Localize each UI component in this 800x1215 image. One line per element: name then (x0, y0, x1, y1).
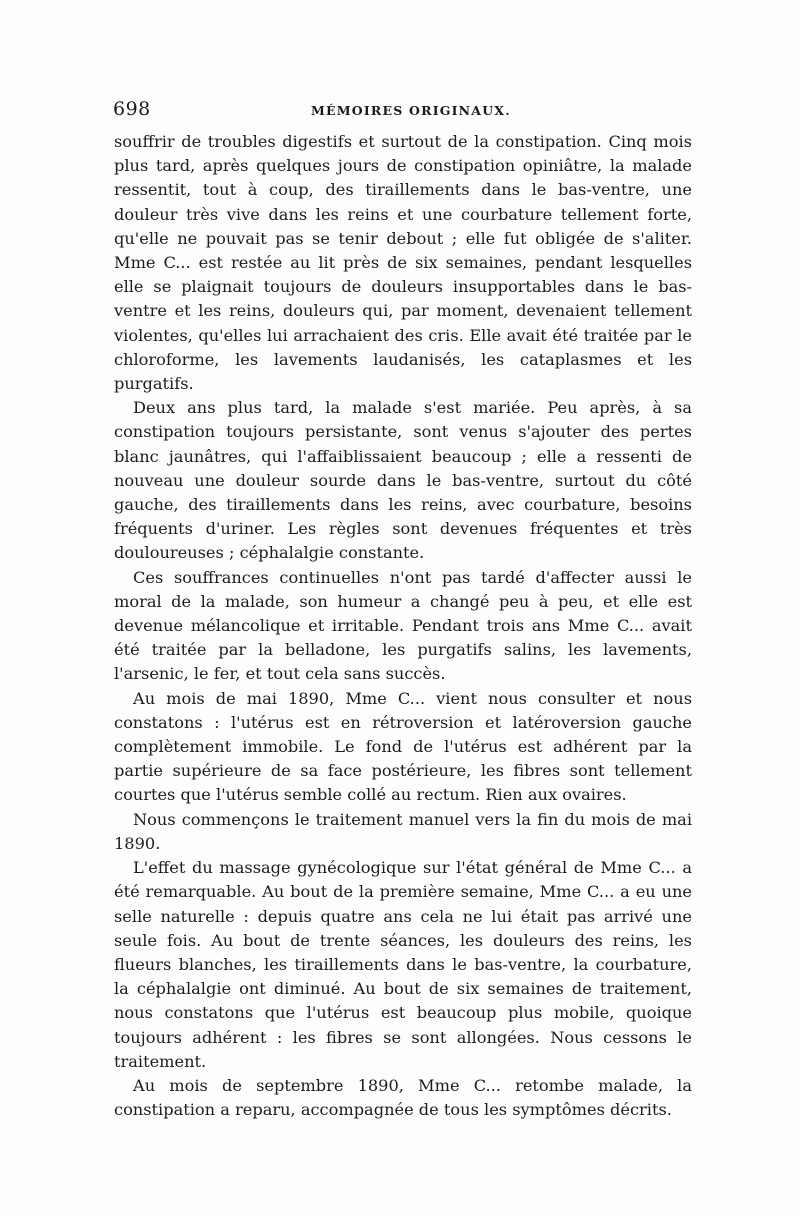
paragraph: L'effet du massage gynécologique sur l'état général de Mme C... a été remarquable. Au bout de la première semaine, Mme C... a eu une selle naturelle : depuis quatre ans cela ne lui était pas arrivé une seule fois. Au bout de trente séances, les douleurs des reins, les flueurs blanches, les tiraillements dans le bas-ventre, la courbature, la céphalalgie ont diminué. Au bout de six semaines de traitement, nous constatons que l'utérus est beaucoup plus mobile, quoique toujours adhérent : les fibres se sont allongées. Nous cessons le traitement. (114, 858, 692, 1071)
article-body (114, 130, 692, 1122)
paragraph: Au mois de septembre 1890, Mme C... retombe malade, la constipation a reparu, accompagnée de tous les symptômes décrits. (114, 1075, 692, 1120)
running-title: MÉMOIRES ORIGINAUX. (311, 103, 511, 118)
paragraph: Au mois de mai 1890, Mme C... vient nous consulter et nous constatons : l'utérus est en rétroversion et latéroversion gauche complètement immobile. Le fond de l'utérus est adhérent par la partie supérieure de sa face postérieure, les fibres sont tellement courtes que l'utérus semble collé au rectum. Rien aux ovaires. (114, 688, 692, 805)
paragraph: Nous commençons le traitement manuel vers la fin du mois de mai 1890. (114, 809, 692, 853)
page-number: 698 (113, 98, 151, 120)
page-header (113, 98, 693, 128)
paragraph: souffrir de troubles digestifs et surtout de la constipation. Cinq mois plus tard, après quelques jours de constipation opiniâtre, la malade ressentit, tout à coup, des tiraillements dans le bas-ventre, une douleur très vive dans les reins et une courbature tellement forte, qu'elle ne pouvait pas se tenir debout ; elle fut obligée de s'aliter. Mme C... est restée au lit près de six semaines, pendant lesquelles elle se plaignait toujours de douleurs insupportables dans le bas-ventre et les reins, douleurs qui, par moment, devenaient tellement violentes, qu'elles lui arrachaient des cris. Elle avait été traitée par le chloroforme, les lavements laudanisés, les cataplasmes et les purgatifs. (114, 132, 692, 394)
paragraph: Ces souffrances continuelles n'ont pas tardé d'affecter aussi le moral de la malade, son humeur a changé peu à peu, et elle est devenue mélancolique et irritable. Pendant trois ans Mme C... avait été traitée par la belladone, les purgatifs salins, les lavements, l'arsenic, le fer, et tout cela sans succès. (114, 567, 692, 684)
paragraph: Deux ans plus tard, la malade s'est mariée. Peu après, à sa constipation toujours persistante, sont venus s'ajouter des pertes blanc jaunâtres, qui l'affaiblissaient beaucoup ; elle a ressenti de nouveau une douleur sourde dans le bas-ventre, surtout du côté gauche, des tiraillements dans les reins, avec courbature, besoins fréquents d'uriner. Les règles sont devenues fréquentes et très douloureuses ; céphalalgie constante. (114, 398, 692, 563)
